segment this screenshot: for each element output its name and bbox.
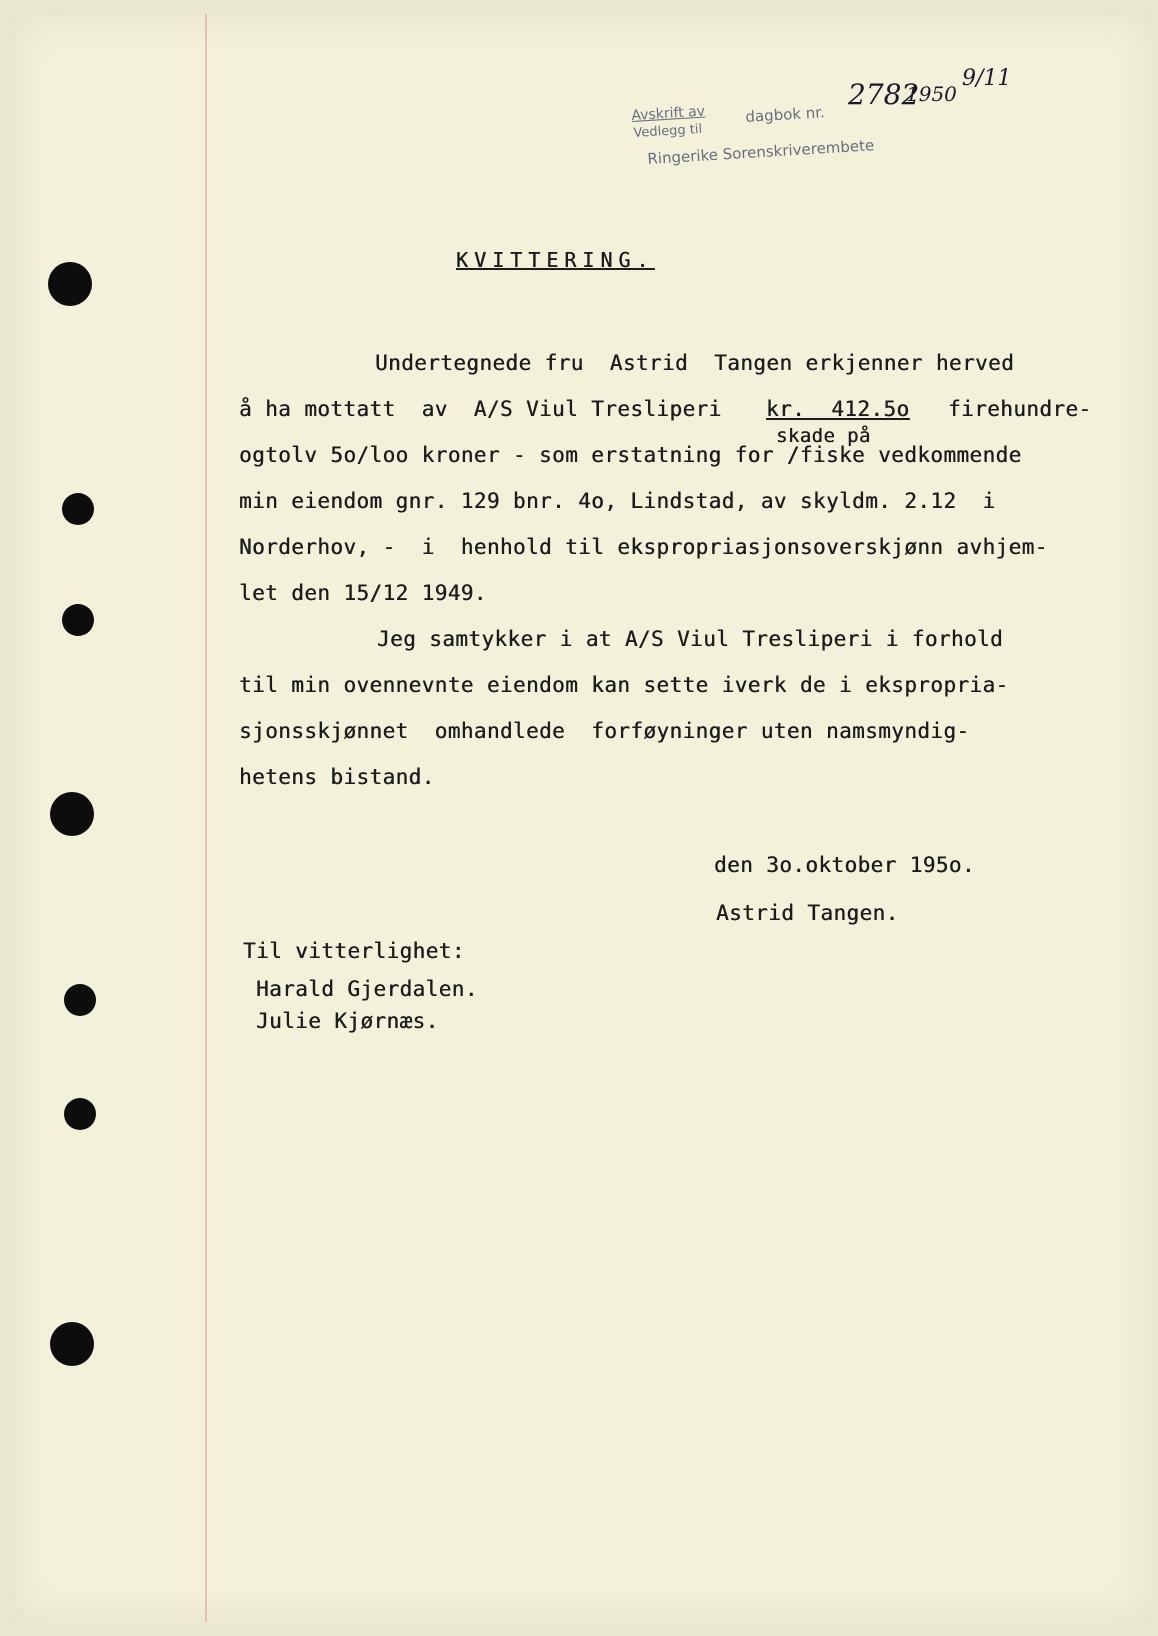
body-line-5: Norderhov, - i henhold til ekspropriasjonsoverskjønn avhjem- [239, 535, 1048, 559]
body-line-3: ogtolv 5o/loo kroner - som erstatning for /fiske vedkommende [239, 443, 1022, 467]
body-line-1: Undertegnede fru Astrid Tangen erkjenner herved [375, 351, 1015, 375]
amount-words: firehundre- [948, 397, 1092, 421]
date-line: den 3o.oktober 195o. [714, 853, 975, 877]
stamp-vedlegg: Vedlegg til [633, 121, 703, 141]
body-line-9: sjonsskjønnet omhandlede forføyninger uten namsmyndig- [239, 719, 970, 743]
punch-hole [62, 604, 94, 636]
body-line-8: til min ovennevnte eiendom kan sette iverk de i ekspropria- [239, 673, 1009, 697]
witness-heading: Til vitterlighet: [243, 939, 465, 963]
stamp-handwritten-number: 2782 [848, 78, 920, 111]
body-line-10: hetens bistand. [239, 765, 435, 789]
body-line-7: Jeg samtykker i at A/S Viul Tresliperi i forhold [377, 627, 1004, 651]
amount: kr. 412.5o [766, 397, 910, 421]
punch-hole [50, 1322, 94, 1366]
stamp-office: Ringerike Sorenskriverembete [646, 136, 875, 168]
witness-1: Harald Gjerdalen. [256, 977, 478, 1001]
stamp-handwritten-year: 1950 [906, 82, 957, 106]
stamp-dagbok: dagbok nr. [744, 103, 826, 126]
punch-hole [64, 1098, 96, 1130]
punch-hole [64, 984, 96, 1016]
signature: Astrid Tangen. [716, 901, 899, 925]
document-title: KVITTERING. [456, 248, 655, 272]
stamp-handwritten-date: 9/11 [962, 66, 1012, 91]
witness-2: Julie Kjørnæs. [256, 1009, 439, 1033]
punch-hole [62, 493, 94, 525]
body-line-6: let den 15/12 1949. [239, 581, 487, 605]
punch-hole [50, 792, 94, 836]
margin-rule [205, 14, 207, 1622]
insertion-above-line: skade på [776, 425, 871, 447]
body-line-4: min eiendom gnr. 129 bnr. 4o, Lindstad, av skyldm. 2.12 i [239, 489, 996, 513]
stamp-avskrift: Avskrift av [631, 103, 706, 124]
punch-hole [48, 262, 92, 306]
body-line-2: å ha mottatt av A/S Viul Tresliperi [239, 397, 722, 421]
